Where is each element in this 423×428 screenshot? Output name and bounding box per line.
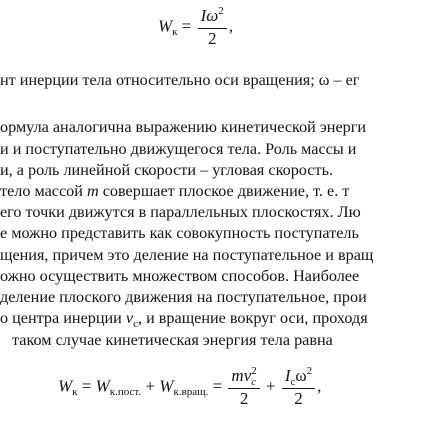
formula2-fraction1-denominator: 2 — [239, 389, 249, 409]
formula2-f2-I: I — [284, 366, 291, 386]
formula-kinetic-energy-rotation — [158, 6, 233, 49]
formula1-lhs: W — [158, 16, 173, 36]
text-line-3: и и поступательно движущегося тела. Роль массы и — [0, 140, 357, 158]
text-line-4: и, а роль линейной скорости – угловая скорость. — [0, 161, 333, 179]
text-line-7: е можно представить как совокупность поступатель — [0, 224, 359, 242]
formula2-plus2: + — [266, 376, 276, 396]
formula2-fraction1-numerator — [228, 366, 259, 389]
symbol-v-sub: c — [133, 318, 138, 330]
formula2-term1-sub: к.пост. — [109, 386, 142, 399]
formula2-f2-sup: 2 — [306, 365, 313, 378]
formula1-num: Iω — [200, 6, 219, 25]
formula1-lhs-sub: к — [172, 26, 178, 39]
formula2-fraction2-denominator: 2 — [294, 389, 303, 409]
formula2-term2-sub: к.вращ. — [173, 386, 209, 399]
formula-kinetic-energy-plane-motion — [58, 366, 321, 409]
text-line-11-b: , и вращение вокруг оси, проходя — [137, 309, 368, 327]
formula2-f2-omega: ω — [295, 366, 307, 386]
formula2-f1-supsub — [251, 366, 257, 388]
formula1-fraction — [198, 6, 227, 49]
text-line-11 — [0, 308, 368, 330]
formula2-comma: , — [317, 376, 322, 396]
formula2-f1-sub: c — [251, 376, 257, 389]
formula1-num-sup: 2 — [218, 5, 224, 17]
formula2-lhs: W — [58, 376, 73, 396]
formula2-term2: W — [159, 376, 174, 396]
formula2-f1-sup: 2 — [251, 365, 257, 378]
text-line-8: щения, причем это деление на поступательное и вращ — [0, 246, 374, 264]
formula2-plus1: + — [145, 376, 156, 396]
text-line-2: ормула аналогична выражению кинетической энерги — [0, 118, 367, 136]
text-line-1: нт инерции тела относительно оси вращения; ω – ег — [0, 71, 360, 89]
formula2-f2-sub: c — [290, 376, 296, 389]
text-line-5-a: тело массой — [0, 182, 83, 200]
formula2-eq1: = — [81, 376, 92, 396]
symbol-m: m — [86, 182, 99, 200]
formula2-eq2: = — [212, 376, 223, 396]
formula2-fraction2 — [282, 366, 315, 409]
text-line-5-b: совершает плоское движение, т. е. т — [102, 182, 350, 200]
text-line-6: его точки движутся в параллельных плоскостях. Лю — [0, 203, 361, 221]
text-line-5 — [0, 181, 349, 201]
formula2-fraction1 — [228, 366, 259, 409]
formula2-term1: W — [95, 376, 110, 396]
formula1-comma: , — [228, 16, 234, 36]
text-line-9: ожно осуществить множеством способов. Наиболее — [0, 267, 360, 285]
symbol-v: v — [125, 309, 134, 327]
text-line-11-a: о центра инерции — [0, 309, 122, 327]
text-line-12: таком случае кинетическая энергия тела равна — [12, 331, 333, 349]
formula2-lhs-sub: к — [72, 386, 78, 399]
formula1-eq: = — [181, 16, 192, 36]
text-line-10: деление плоского движения на поступательное, прои — [0, 288, 367, 306]
formula1-denominator: 2 — [207, 29, 217, 48]
formula2-fraction2-numerator — [282, 366, 315, 389]
formula1-numerator — [198, 6, 227, 29]
formula2-f1-mv: mv — [231, 366, 252, 385]
